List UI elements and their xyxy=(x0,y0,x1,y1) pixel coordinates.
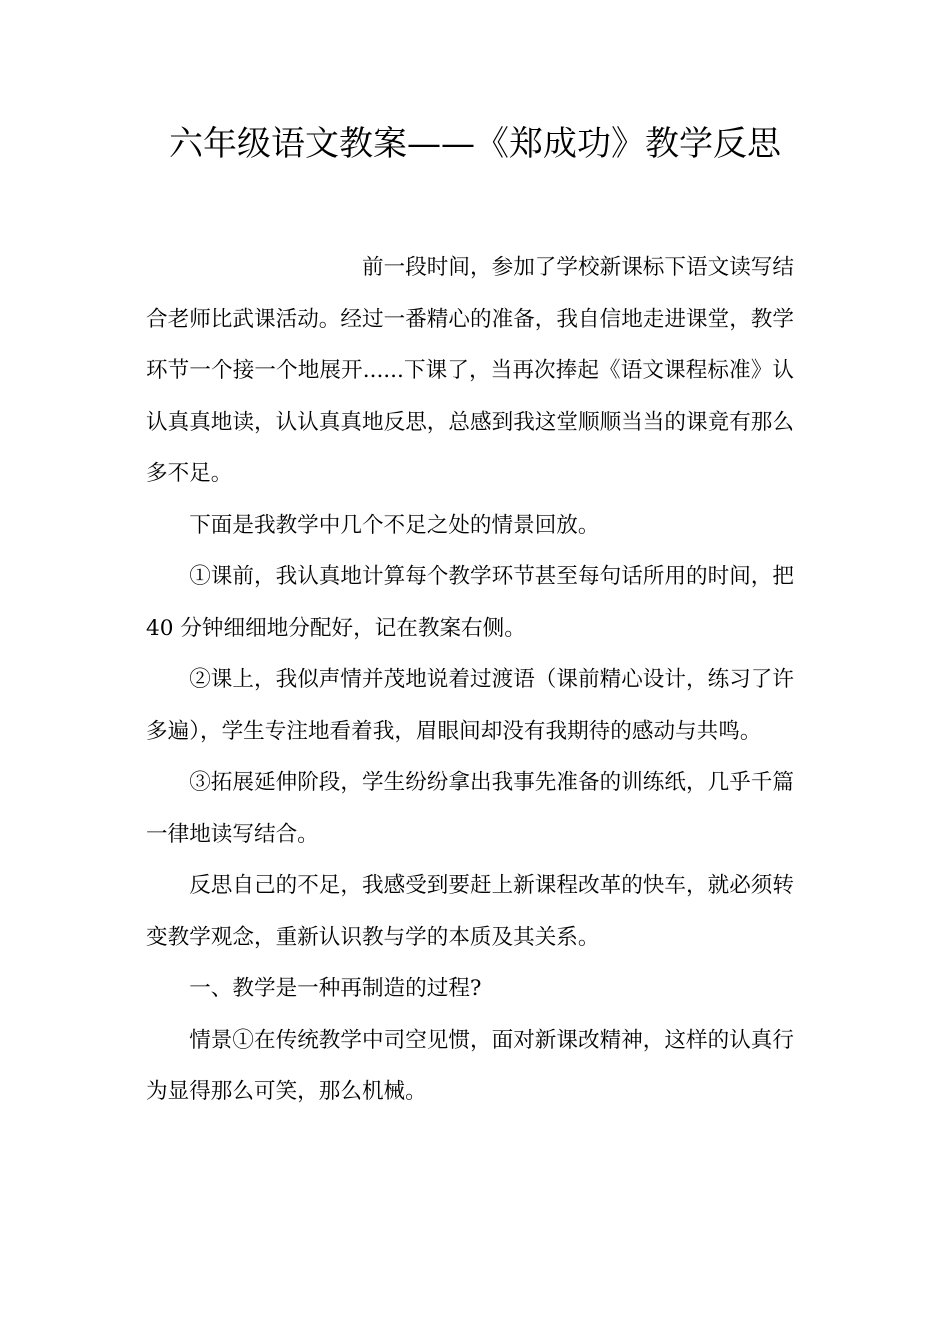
paragraph-scene-1: ①课前，我认真地计算每个教学环节甚至每句话所用的时间，把 40 分钟细细地分配好，记在教案右侧。 xyxy=(146,564,794,641)
paragraph-scene-1-analysis: 情景①在传统教学中司空见惯，面对新课改精神，这样的认真行为显得那么可笑，那么机械。 xyxy=(146,1027,794,1104)
paragraph-scene-2: ②课上，我似声情并茂地说着过渡语（课前精心设计，练习了许多遍），学生专注地看着我，眉眼间却没有我期待的感动与共鸣。 xyxy=(146,667,794,744)
paragraph-scene-3: ③拓展延伸阶段，学生纷纷拿出我事先准备的训练纸，几乎千篇一律地读写结合。 xyxy=(146,770,794,847)
paragraph-intro: 前一段时间，参加了学校新课标下语文读写结合老师比武课活动。经过一番精心的准备，我自信地走进课堂，教学环节一个接一个地展开......下课了，当再次捧起《语文课程标准》认认真真地读，认认真真地反思，总感到我这堂顺顺当当的课竟有那么多不足。 xyxy=(146,255,794,486)
section-heading-1: 一、教学是一种再制造的过程? xyxy=(189,976,482,1001)
paragraph-reflection: 反思自己的不足，我感受到要赶上新课程改革的快车，就必须转变教学观念，重新认识教与学的本质及其关系。 xyxy=(146,873,794,950)
paragraph-scenes-intro: 下面是我教学中几个不足之处的情景回放。 xyxy=(189,512,600,538)
document-body xyxy=(146,242,794,1118)
document-title: 六年级语文教案——《郑成功》教学反思 xyxy=(169,124,781,164)
